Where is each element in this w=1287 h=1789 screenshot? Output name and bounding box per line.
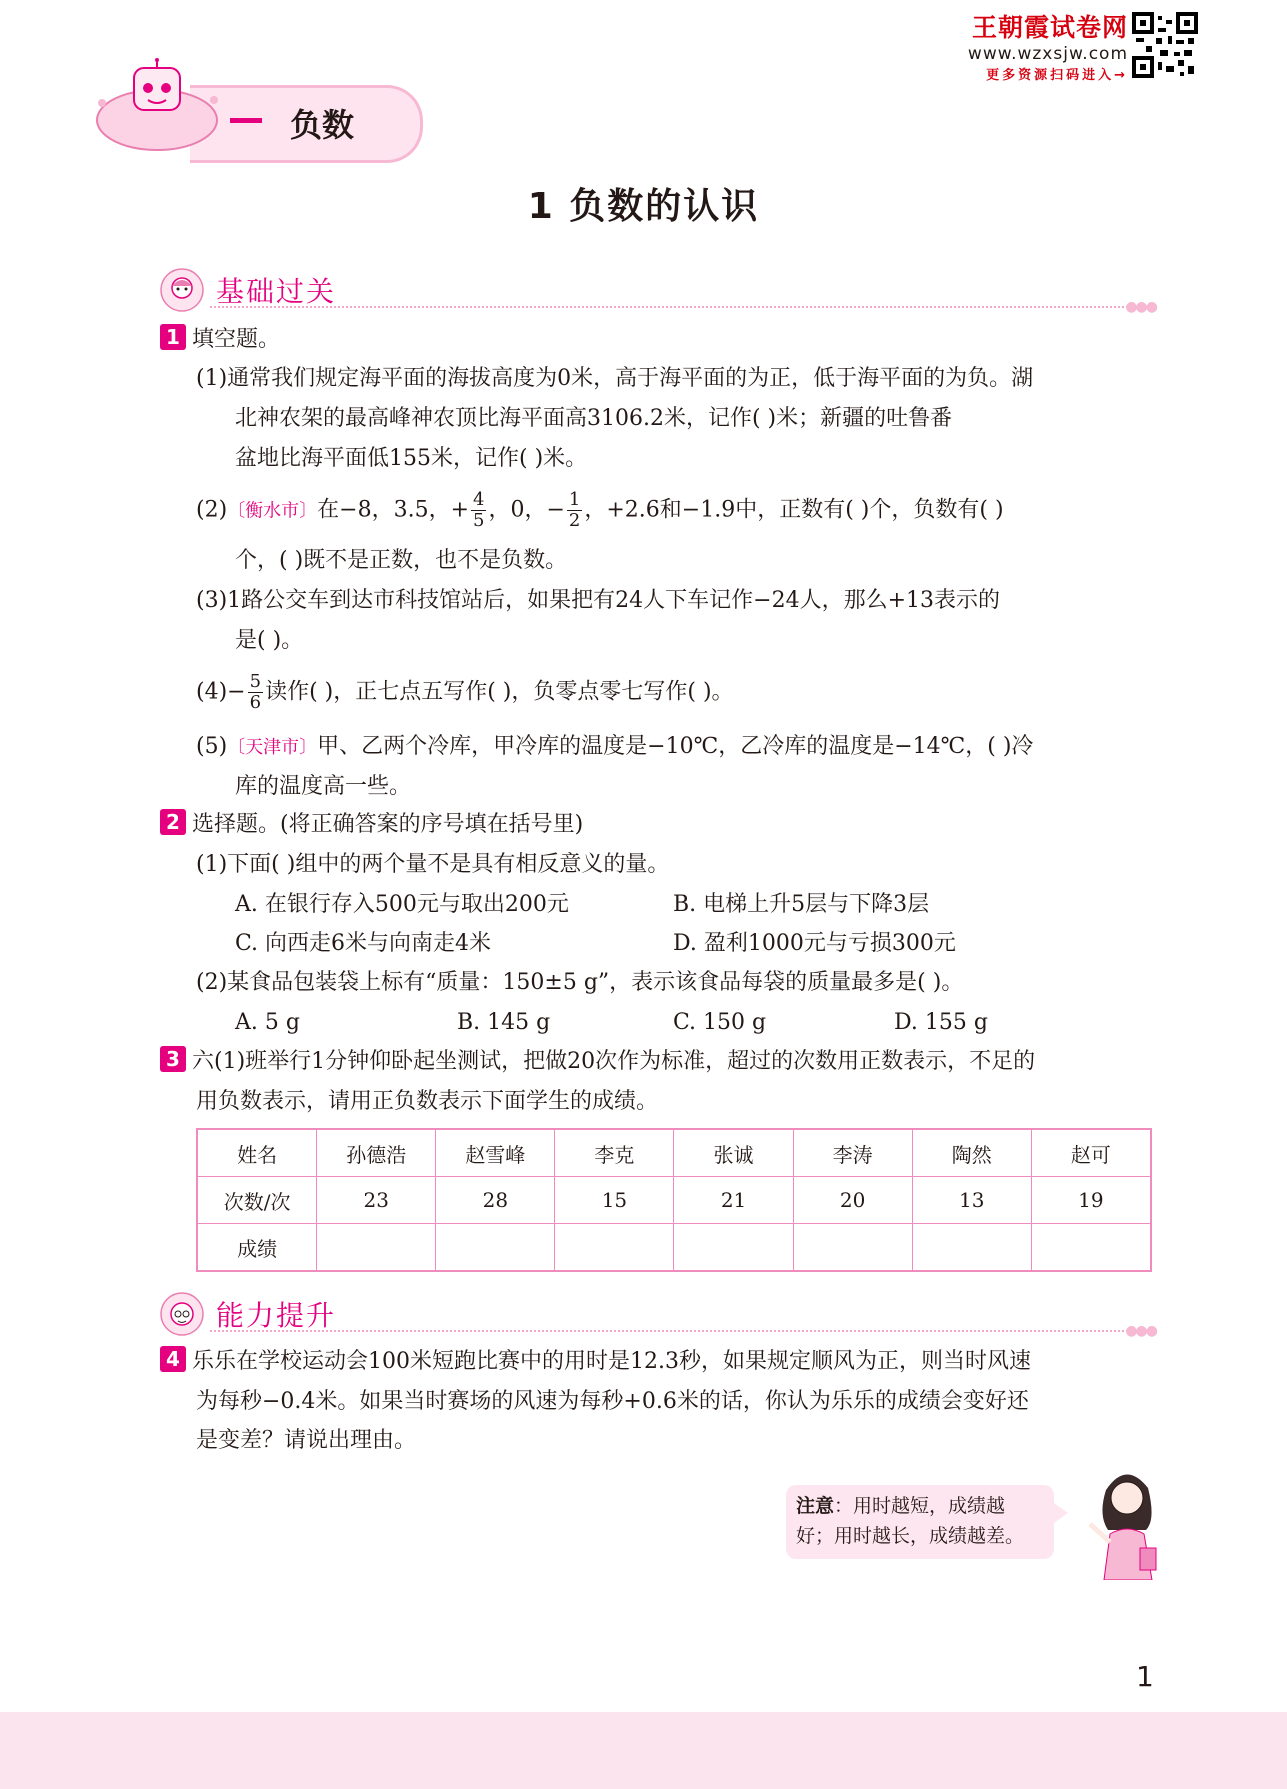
score-answer-cell[interactable] <box>793 1224 912 1272</box>
student-name: 李涛 <box>793 1129 912 1177</box>
denominator: 5 <box>473 510 485 531</box>
bottom-band <box>0 1712 1287 1789</box>
q1-p1-l1: (1)通常我们规定海平面的海拔高度为0米，高于海平面的为正，低于海平面的为负。湖 <box>196 366 1034 391</box>
q2-p1-option-b: B. 电梯上升5层与下降3层 <box>673 892 930 917</box>
source-tag: 〔天津市〕 <box>227 737 318 758</box>
divider-dots-icon: ●●● <box>1125 299 1156 315</box>
q1-title-line <box>160 320 280 360</box>
brand-block <box>958 8 1128 83</box>
table-row <box>197 1129 1151 1177</box>
tip-label: 注意 <box>796 1495 835 1517</box>
count-cell: 13 <box>912 1177 1031 1224</box>
score-answer-cell[interactable] <box>674 1224 793 1272</box>
brand-url[interactable]: www.wzxsjw.com <box>967 44 1128 64</box>
q3-line-2: 用负数表示，请用正负数表示下面学生的成绩。 <box>196 1089 659 1114</box>
question-number-1: 1 <box>160 324 186 350</box>
page-number: 1 <box>1136 1660 1154 1693</box>
q2-p1-stem: (1)下面( )组中的两个量不是具有相反意义的量。 <box>196 852 670 877</box>
q4-line-1 <box>160 1342 1031 1382</box>
source-tag: 〔衡水市〕 <box>227 500 318 522</box>
q1-title: 填空题。 <box>192 327 281 352</box>
count-cell: 28 <box>436 1177 555 1224</box>
row-label: 姓名 <box>197 1129 317 1177</box>
fraction-5-6 <box>248 672 263 713</box>
score-table <box>196 1128 1152 1272</box>
q1-p2-text-c: ，+2.6和−1.9中，正数有( )个，负数有( ) <box>584 497 1004 523</box>
tip-text-1: ：用时越短，成绩越 <box>834 1495 1006 1517</box>
q1-p2-l1 <box>196 490 1004 532</box>
tip-line-2: 好；用时越长，成绩越差。 <box>796 1525 1025 1547</box>
teacher-girl-icon <box>1076 1460 1176 1580</box>
q4-line-3: 是变差？请说出理由。 <box>196 1428 417 1453</box>
q1-p1-l2: 北神农架的最高峰神农顶比海平面高3106.2米，记作( )米；新疆的吐鲁番 <box>235 406 953 431</box>
score-answer-cell[interactable] <box>555 1224 674 1272</box>
q1-p2-prefix: (2) <box>196 497 228 523</box>
count-cell: 15 <box>555 1177 674 1224</box>
fraction-1-2 <box>567 490 582 531</box>
denominator: 2 <box>568 510 581 531</box>
denominator: 6 <box>249 692 262 713</box>
q2-p2-option-b: B. 145 g <box>457 1010 551 1035</box>
q1-p5-l1 <box>196 727 1033 768</box>
q1-p4-text-a: (4)− <box>196 679 246 705</box>
q1-p1-l3: 盆地比海平面低155米，记作( )米。 <box>235 446 588 471</box>
q1-p2-text-b: ，0，− <box>488 497 565 523</box>
score-answer-cell[interactable] <box>317 1224 436 1272</box>
q1-p5-prefix: (5) <box>196 734 228 759</box>
fraction-4-5 <box>471 490 486 531</box>
brand-name: 王朝霞试卷网 <box>971 13 1128 42</box>
girl-avatar-icon <box>160 268 204 312</box>
student-name: 孙德浩 <box>317 1129 436 1177</box>
score-answer-cell[interactable] <box>1031 1224 1151 1272</box>
q1-p2-l2: 个，( )既不是正数，也不是负数。 <box>235 548 568 573</box>
q1-p3-l2: 是( )。 <box>235 628 304 653</box>
section-divider <box>210 306 1136 308</box>
q2-p2-stem: (2)某食品包装袋上标有“质量：150±5 g”，表示该食品每袋的质量最多是( )。 <box>196 970 964 995</box>
q2-p1-option-a: A. 在银行存入500元与取出200元 <box>235 892 569 917</box>
student-name: 李克 <box>555 1129 674 1177</box>
question-number-4: 4 <box>160 1346 186 1372</box>
score-answer-cell[interactable] <box>912 1224 1031 1272</box>
q4-line-2: 为每秒−0.4米。如果当时赛场的风速为每秒+0.6米的话，你认为乐乐的成绩会变好还 <box>196 1389 1029 1414</box>
numerator: 5 <box>249 671 262 692</box>
tip-bubble <box>786 1485 1054 1559</box>
q2-p2-option-d: D. 155 g <box>894 1010 988 1035</box>
section-header-basic <box>160 266 1156 316</box>
count-cell: 19 <box>1031 1177 1151 1224</box>
boy-avatar-icon <box>160 1292 204 1336</box>
qr-code-icon[interactable] <box>1132 12 1198 78</box>
student-name: 赵雪峰 <box>436 1129 555 1177</box>
bubble-tail <box>1054 1503 1068 1523</box>
q1-p4-text-b: 读作( )，正七点五写作( )，负零点零七写作( )。 <box>265 679 734 705</box>
q2-p2-option-a: A. 5 g <box>235 1010 300 1035</box>
count-cell: 20 <box>793 1177 912 1224</box>
q1-p3-l1: (3)1路公交车到达市科技馆站后，如果把有24人下车记作−24人，那么+13表示的 <box>196 588 1001 613</box>
q2-p1-option-c: C. 向西走6米与向南走4米 <box>235 931 492 956</box>
section-divider <box>210 1330 1136 1332</box>
chapter-number-dash <box>230 118 262 123</box>
count-cell: 21 <box>674 1177 793 1224</box>
section-label: 能力提升 <box>216 1299 337 1332</box>
table-row <box>197 1177 1151 1224</box>
q4-text-1: 乐乐在学校运动会100米短跑比赛中的用时是12.3秒，如果规定顺风为正，则当时风速 <box>192 1349 1031 1374</box>
section-label: 基础过关 <box>216 275 337 308</box>
q2-p1-option-d: D. 盈利1000元与亏损300元 <box>673 931 956 956</box>
numerator: 1 <box>568 489 581 510</box>
q3-line-1 <box>160 1042 1035 1082</box>
student-name: 陶然 <box>912 1129 1031 1177</box>
tip-line-1 <box>796 1491 1044 1521</box>
divider-dots-icon: ●●● <box>1125 1323 1156 1339</box>
q2-p2-option-c: C. 150 g <box>673 1010 767 1035</box>
question-number-2: 2 <box>160 809 186 835</box>
q1-p5-l2: 库的温度高一些。 <box>235 774 412 799</box>
numerator: 4 <box>473 489 485 510</box>
score-answer-cell[interactable] <box>436 1224 555 1272</box>
row-label: 次数/次 <box>197 1177 317 1224</box>
q2-title: 选择题。(将正确答案的序号填在括号里) <box>192 812 584 837</box>
question-number-3: 3 <box>160 1046 186 1072</box>
table-row <box>197 1224 1151 1272</box>
student-name: 张诚 <box>674 1129 793 1177</box>
q2-title-line <box>160 805 583 845</box>
robot-mascot-icon <box>82 58 232 158</box>
row-label: 成绩 <box>197 1224 317 1272</box>
q1-p2-text-a: 在−8，3.5，+ <box>317 497 470 523</box>
q3-text-1: 六(1)班举行1分钟仰卧起坐测试，把做20次作为标准，超过的次数用正数表示，不足的 <box>192 1049 1036 1074</box>
q1-p4-line <box>196 672 734 713</box>
brand-slogan: 更多资源扫码进入→ <box>986 68 1128 83</box>
student-name: 赵可 <box>1031 1129 1151 1177</box>
section-header-advanced <box>160 1290 1156 1340</box>
q1-p5-text: 甲、乙两个冷库，甲冷库的温度是−10℃，乙冷库的温度是−14℃，( )冷 <box>317 734 1034 759</box>
count-cell: 23 <box>317 1177 436 1224</box>
chapter-title: 负数 <box>290 106 355 144</box>
lesson-title: 1 负数的认识 <box>527 186 760 227</box>
